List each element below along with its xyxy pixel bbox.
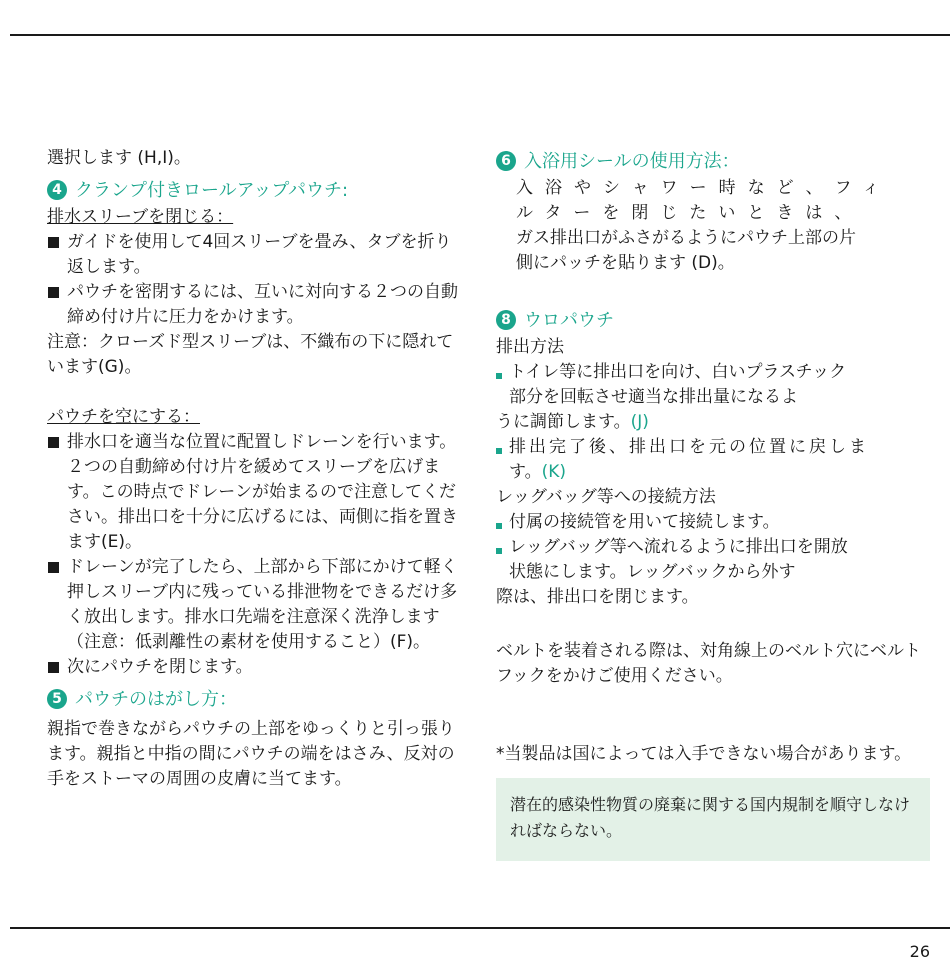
drain-method-subheading: 排出方法 xyxy=(496,337,564,357)
section-8-heading xyxy=(496,305,930,335)
right-column xyxy=(496,146,930,767)
left-column xyxy=(47,146,465,792)
connector-bullet: 付属の接続管を用いて接続します。 xyxy=(496,510,930,535)
section-4-title: クランプ付きロールアップパウチ: xyxy=(75,179,349,201)
seal-pouch-bullet: パウチを密閉するには、互いに対向する２つの自動締め付け片に圧力をかけます。 xyxy=(47,280,465,330)
legbag-open-bullet xyxy=(496,535,930,585)
bath-seal-line-2: ルターを閉じたいときは、 xyxy=(516,203,864,223)
belt-instruction: ベルトを装着される際は、対角線上のベルト穴にベルトフックをかけご使用ください。 xyxy=(496,641,921,686)
drain-bullet: 排水口を適当な位置に配置しドレーンを行います。２つの自動締め付け片を緩めてスリーブを広げます。この時点でドレーンが始まるので注意してください。排出口を十分に広げるには、両側に指を置きます(E)。 xyxy=(47,430,465,555)
clean-outlet-bullet: ドレーンが完了したら、上部から下部にかけて軽く押しスリーブ内に残っている排泄物をできるだけ多く放出します。排水口先端を注意深く洗浄します（注意：低剥離性の素材を使用すること）(F)。 xyxy=(47,555,465,655)
figure-ref-j: (J) xyxy=(630,412,649,432)
remove-pouch-text: 親指で巻きながらパウチの上部をゆっくりと引っ張ります。親指と中指の間にパウチの端をはさみ、反対の手をストーマの周囲の皮膚に当てます。 xyxy=(47,719,455,789)
disposal-notice-text: 潜在的感染性物質の廃棄に関する国内規制を順守しなければならない。 xyxy=(510,795,911,840)
availability-note: *当製品は国によっては入手できない場合があります。 xyxy=(496,744,912,764)
legbag-line-3: 際は、排出口を閉じます。 xyxy=(496,587,699,607)
section-4-heading xyxy=(47,175,465,205)
section-6-title: 入浴用シールの使用方法： xyxy=(524,150,740,172)
section-5-number-icon: 5 xyxy=(47,689,67,709)
section-5-heading xyxy=(47,684,465,714)
outlet-turn-line-2: 部分を回転させ適当な排出量になるよ xyxy=(509,387,798,407)
disposal-notice-box xyxy=(496,778,930,861)
outlet-return-line-1: 排出完了後、排出口を元の位置に戻しま xyxy=(509,437,869,457)
legbag-subheading: レッグバッグ等への接続方法 xyxy=(496,487,716,507)
section-8-title: ウロパウチ xyxy=(524,309,614,331)
section-6-heading xyxy=(496,146,930,176)
section-8-number-icon: 8 xyxy=(496,310,516,330)
close-pouch-bullet: 次にパウチを閉じます。 xyxy=(47,655,465,680)
figure-ref-k: (K) xyxy=(541,462,567,482)
empty-pouch-subheading: パウチを空にする： xyxy=(47,407,200,427)
section-5-title: パウチのはがし方： xyxy=(75,688,237,710)
legbag-line-2: 状態にします。レッグバックから外す xyxy=(509,562,796,582)
outlet-return-bullet: 排出完了後、排出口を元の位置に戻しま す。(K) xyxy=(496,435,930,485)
bath-seal-line-1: 入浴やシャワー時など、フィ xyxy=(516,178,892,198)
page-number: 26 xyxy=(909,942,930,961)
outlet-turn-line-3: うに調節します。(J) xyxy=(496,412,649,432)
outlet-turn-bullet xyxy=(496,360,930,410)
closed-sleeve-note: 注意：クローズド型スリーブは、不織布の下に隠れています(G)。 xyxy=(47,332,454,377)
outlet-turn-line-1: トイレ等に排出口を向け、白いプラスチック xyxy=(509,362,847,382)
section-4-number-icon: 4 xyxy=(47,180,67,200)
section-6-number-icon: 6 xyxy=(496,151,516,171)
legbag-line-1: レッグバッグ等へ流れるように排出口を開放 xyxy=(509,537,848,557)
footer-rule xyxy=(10,927,950,929)
intro-line: 選択します (H,I)。 xyxy=(47,148,191,168)
fold-sleeve-bullet: ガイドを使用して4回スリーブを畳み、タブを折り返します。 xyxy=(47,230,465,280)
close-sleeve-subheading: 排水スリーブを閉じる： xyxy=(47,207,234,227)
header-rule xyxy=(10,34,950,36)
bath-seal-line-4: 側にパッチを貼ります (D)。 xyxy=(516,253,735,273)
bath-seal-line-3: ガス排出口がふさがるようにパウチ上部の片 xyxy=(516,228,856,248)
